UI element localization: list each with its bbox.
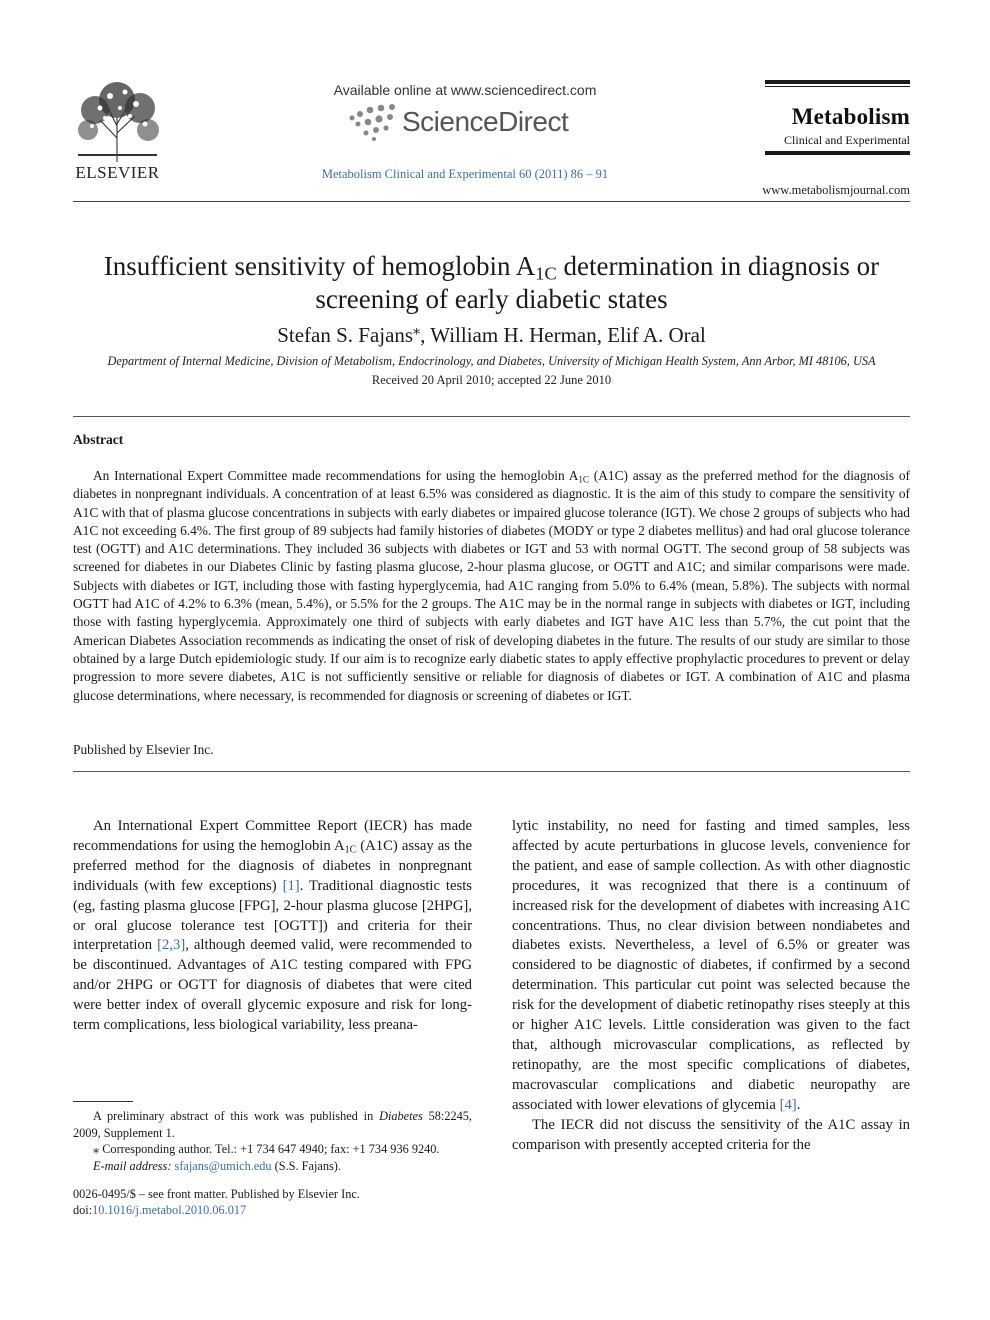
available-online-text: Available online at www.sciencedirect.com (333, 82, 597, 98)
body-text: lytic instability, no need for fasting and timed samples, less affected by acute perturbations in glucose levels, convenience for the patient, and ease of sample collection. As with other diagnostic procedures, it was recognized that there is a continuum of increased risk for the development of diabetes with increasing A1C concentrations. Thus, no clear division between nondiabetes and diabetes exists. Nevertheless, a level of 6.5% or greater was considered to be diagnostic of diabetes, if confirmed by a second determination. This particular cut point was selected because the risk for the development of diabetic retinopathy rises steeply at this or higher A1C levels. Little consideration was given to the fact that, although microvascular complications, as reflected by retinopathy, are the most specific complications of diabetes, macrovascular complications and diabetic neuropathy are associated with lower elevations of glycemia (512, 818, 910, 1113)
footnote-journal: Diabetes (379, 1109, 423, 1123)
email-label: E-mail address: (93, 1159, 172, 1173)
author-list (73, 322, 910, 348)
published-by: Published by Elsevier Inc. (73, 742, 214, 757)
corresponding-mark: ⁎ (93, 1142, 100, 1156)
affiliation: Department of Internal Medicine, Division of Metabolism, Endocrinology, and Diabetes, University of Michigan Health System, Ann Arbor, MI 48106, USA (107, 354, 876, 368)
elsevier-wordmark: ELSEVIER (75, 163, 160, 182)
corresponding-author-mark[interactable]: ⁎ (413, 323, 421, 338)
body-text: (A1C) assay as the preferred method for the diagnosis of diabetes in nonpregnant individuals (with few exceptions) (73, 837, 472, 894)
author-first[interactable]: Stefan S. Fajans (277, 323, 414, 347)
abstract-divider-bottom (73, 771, 910, 772)
doi-label: doi: (73, 1203, 93, 1217)
author-others[interactable]: , William H. Herman, Elif A. Oral (420, 323, 706, 347)
sciencedirect-dots-icon (346, 100, 402, 144)
title-subscript: 1C (535, 263, 557, 284)
abstract-subscript: 1C (578, 474, 590, 485)
abstract-body (73, 467, 910, 705)
brand-rule-bottom (765, 151, 910, 155)
body-text: An International Expert Committee Report (IECR) has made recommendations for using the hemoglobin A (73, 818, 472, 854)
footnote-preliminary (73, 1108, 472, 1141)
body-column-left (73, 817, 472, 1036)
brand-rule-thin (765, 86, 910, 87)
doi-link[interactable]: 10.1016/j.metabol.2010.06.017 (92, 1203, 247, 1217)
body-column-right (512, 817, 910, 1155)
reference-link-2-3[interactable]: [2,3] (157, 937, 186, 954)
brand-rule-top (765, 80, 910, 84)
abstract-text-a: An International Expert Committee made recommendations for using the hemoglobin A (93, 468, 579, 483)
body-paragraph (512, 817, 910, 1116)
sciencedirect-wordmark: ScienceDirect (402, 106, 569, 137)
reference-link-4[interactable]: [4] (779, 1096, 797, 1113)
email-link[interactable]: sfajans@umich.edu (174, 1159, 272, 1173)
journal-url[interactable]: www.metabolismjournal.com (762, 183, 910, 197)
sciencedirect-logo[interactable] (346, 100, 586, 144)
body-subscript: 1C (344, 844, 357, 856)
reference-link-1[interactable]: [1] (282, 877, 300, 894)
footnote-corresponding (73, 1141, 472, 1158)
issn-line: 0026-0495/$ – see front matter. Published by Elsevier Inc. (73, 1187, 360, 1201)
journal-brand-subtitle: Clinical and Experimental (784, 133, 910, 147)
body-text: , although deemed valid, were recommended to be discontinued. Advantages of A1C testing compared with FPG and/or 2HPG or OGTT for diagnosis of diabetes that were cited were better index of overall glycemic exposure and risk for long-term complications, less biological variability, less preana- (73, 937, 472, 1034)
footnote-text: (S.S. Fajans). (271, 1159, 341, 1173)
body-paragraph: The IECR did not discuss the sensitivity of the A1C assay in comparison with presently accepted criteria for the (512, 1116, 910, 1153)
abstract-text-b: (A1C) assay as the preferred method for the diagnosis of diabetes in nonpregnant individuals. A concentration of at least 6.5% was considered as diagnostic. It is the aim of this study to compare the sensitivity of A1C with that of plasma glucose concentrations in subjects with early diabetes or impaired glucose tolerance (IGT). We chose 2 groups of subjects who had A1C not exceeding 6.4%. The first group of 89 subjects had family histories of diabetes (MODY or type 2 diabetes mellitus) and had oral glucose tolerance test (OGTT) and A1C determinations. They included 36 subjects with diabetes or IGT and 53 with normal OGTT. The second group of 58 subjects was screened for diabetes in our Diabetes Clinic by fasting plasma glucose, 2-hour plasma glucose, or OGTT and A1C; and similar comparisons were made. Subjects with diabetes or IGT, including those with fasting hyperglycemia, had A1C ranging from 5.0% to 6.4% (mean, 5.8%). The subjects with normal OGTT had A1C of 4.2% to 6.3% (mean, 5.4%), or 5.5% for the 2 groups. The A1C may be in the normal range in subjects with diabetes or IGT, including those with fasting hyperglycemia. Approximately one third of subjects with early diabetes and IGT have A1C less than 5.7%, the cut point that the American Diabetes Association recommends as indicating the onset of risk of developing diabetes in the future. The results of our study are similar to those obtained by a large Dutch epidemiologic study. If our aim is to recognize early diabetic states to apply effective prophylactic procedures to prevent or delay progression to more severe diabetes, A1C is not sufficiently sensitive or reliable for diagnosis of diabetes or IGT. A combination of A1C and plasma glucose determinations, where necessary, is recommended for diagnosis or screening of diabetes or IGT. (73, 468, 910, 703)
header-divider (73, 201, 910, 202)
footnote-text: Corresponding author. Tel.: +1 734 647 4940; fax: +1 734 936 9240. (99, 1142, 440, 1156)
received-dates: Received 20 April 2010; accepted 22 June 2010 (371, 373, 612, 387)
journal-brand-title: Metabolism (791, 104, 910, 129)
doi-line (73, 1203, 246, 1218)
abstract-heading: Abstract (73, 432, 124, 447)
journal-citation[interactable]: Metabolism Clinical and Experimental 60 (2011) 86 – 91 (321, 167, 609, 181)
article-title (73, 250, 910, 316)
footnote-text: A preliminary abstract of this work was published in (93, 1109, 380, 1123)
title-part1: Insufficient sensitivity of hemoglobin A (103, 251, 536, 281)
body-text: . (796, 1096, 801, 1113)
footnote-divider (73, 1101, 133, 1102)
body-text: . Traditional diagnostic tests (eg, fasting plasma glucose [FPG], 2-hour plasma glucose [2HPG], or oral glucose tolerance test [OGTT]) and criteria for their interpretation (73, 877, 472, 954)
abstract-divider-top (73, 416, 910, 417)
body-paragraph (73, 817, 472, 1036)
footnote-email (73, 1158, 472, 1175)
title-part2: determination in diagnosis or screening of early diabetic states (315, 251, 880, 314)
footnote-text: 58:2245, 2009, Supplement 1. (73, 1109, 472, 1140)
